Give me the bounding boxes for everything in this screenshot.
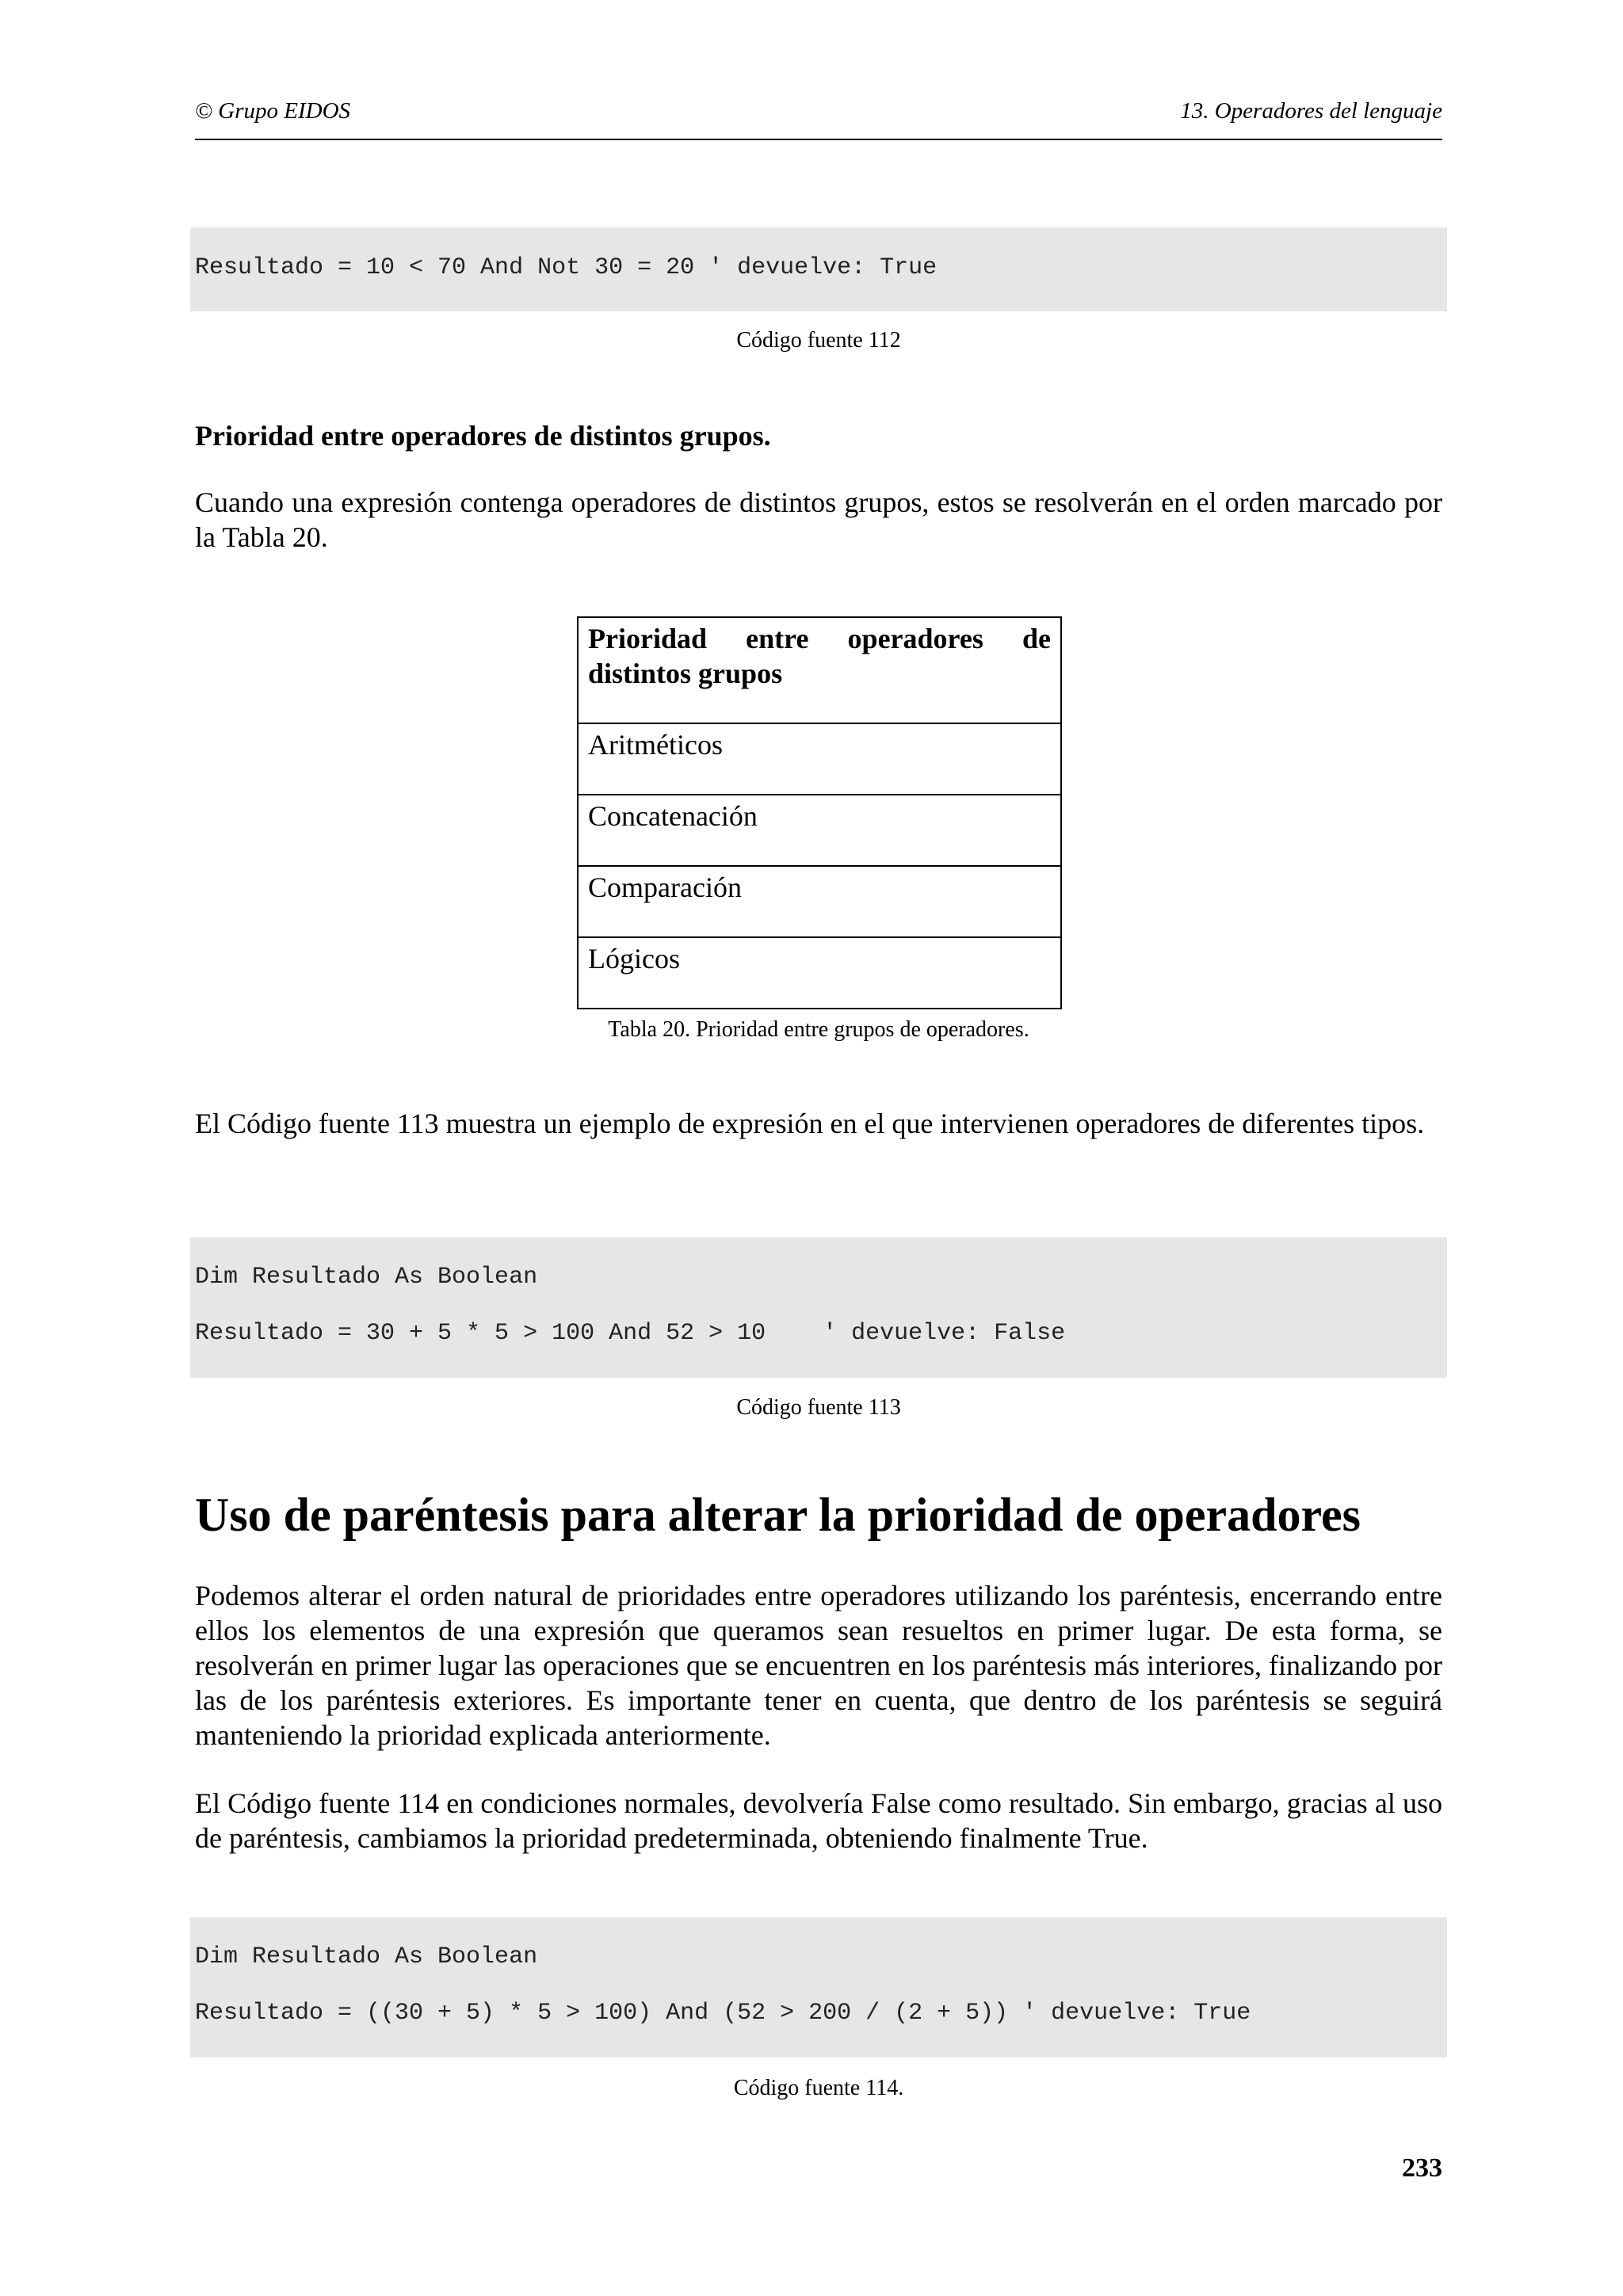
header-publisher: © Grupo EIDOS xyxy=(195,98,351,124)
code-block-113 xyxy=(190,1238,1447,1378)
table-caption: Tabla 20. Prioridad entre grupos de operadores. xyxy=(608,1017,1029,1042)
table-row xyxy=(578,795,1061,866)
table-cell: Concatenación xyxy=(578,795,1061,866)
code-caption-114: Código fuente 114. xyxy=(733,2076,904,2100)
paragraph-parentheses-1: Podemos alterar el orden natural de prioridades entre operadores utilizando los paréntesis, encerrando entre ellos los elementos de una expresión que queramos sean resueltos en primer lugar. De esta forma, se resolverán en primer lugar las operaciones que se encuentren en los paréntesis más interiores, finalizando por las de los paréntesis exteriores. Es importante tener en cuenta, que dentro de los paréntesis se seguirá manteniendo la prioridad explicada anteriormente. xyxy=(195,1580,1442,1751)
paragraph-groups: Cuando una expresión contenga operadores de distintos grupos, estos se resolverán en el orden marcado por la Tabla 20. xyxy=(195,486,1442,553)
code-line: Resultado = 10 < 70 And Not 30 = 20 ' devuelve: True xyxy=(195,254,938,281)
code-line: Resultado = ((30 + 5) * 5 > 100) And (52 > 200 / (2 + 5)) ' devuelve: True xyxy=(195,2000,1251,2027)
table-cell: Lógicos xyxy=(578,937,1061,1009)
code-line: Dim Resultado As Boolean xyxy=(195,1264,538,1291)
header-divider xyxy=(195,139,1442,140)
code-caption-112: Código fuente 112 xyxy=(736,328,901,353)
table-row xyxy=(578,937,1061,1009)
table-cell: Aritméticos xyxy=(578,723,1061,795)
section-heading-groups: Prioridad entre operadores de distintos grupos. xyxy=(195,420,771,452)
table-cell: Comparación xyxy=(578,866,1061,937)
paragraph-intro-113: El Código fuente 113 muestra un ejemplo de expresión en el que intervienen operadores de diferentes tipos. xyxy=(195,1108,1425,1139)
priority-table xyxy=(577,616,1062,1009)
code-line: Resultado = 30 + 5 * 5 > 100 And 52 > 10 ' devuelve: False xyxy=(195,1320,1066,1347)
paragraph-parentheses-2: El Código fuente 114 en condiciones normales, devolvería False como resultado. Sin embargo, gracias al uso de paréntesis, cambiamos la prioridad predeterminada, obteniendo finalmente True. xyxy=(195,1787,1442,1854)
section-heading-parentheses: Uso de paréntesis para alterar la prioridad de operadores xyxy=(195,1489,1361,1541)
header-chapter: 13. Operadores del lenguaje xyxy=(1180,98,1442,124)
table-row xyxy=(578,723,1061,795)
table-header-row xyxy=(578,617,1061,723)
code-block-114 xyxy=(190,1917,1447,2058)
table-header-cell: Prioridad entre operadores de distintos grupos xyxy=(578,617,1061,723)
code-line: Dim Resultado As Boolean xyxy=(195,1943,538,1970)
page-number: 233 xyxy=(1402,2153,1442,2183)
table-row xyxy=(578,866,1061,937)
code-caption-113: Código fuente 113 xyxy=(736,1395,901,1420)
code-block-112 xyxy=(190,227,1447,311)
